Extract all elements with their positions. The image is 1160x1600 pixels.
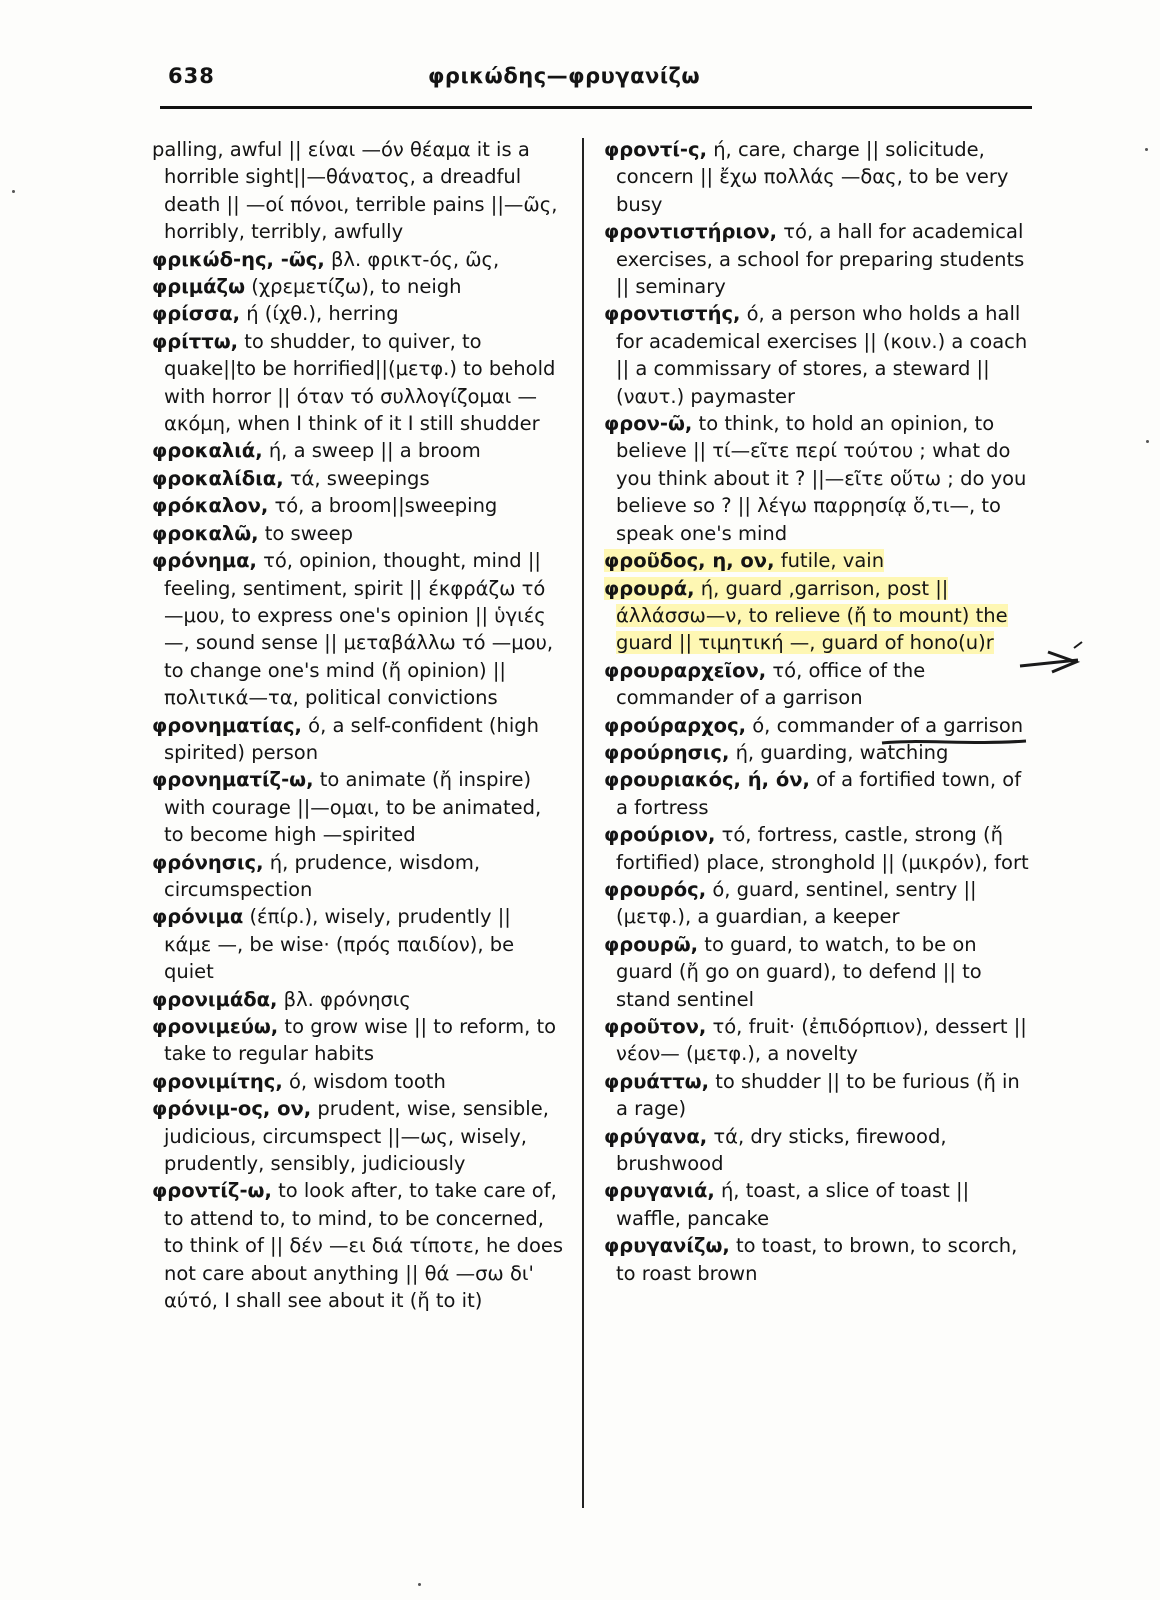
entry-definition: ή (ίχθ.), herring (246, 302, 399, 326)
dictionary-entry (604, 766, 1036, 821)
entry-definition: ή, toast, a slice of toast || waffle, pancake (616, 1179, 970, 1230)
entry-definition: to shudder || to be furious (ἤ in a rage) (616, 1069, 1020, 1121)
entry-headword: φρονιμάδα, (152, 987, 278, 1011)
entry-text (604, 220, 1024, 298)
entry-text (604, 1234, 1017, 1284)
dictionary-entry (604, 1177, 1036, 1232)
entry-definition: ή, guarding, watching (735, 740, 949, 764)
entry-headword: φρουρά, (604, 576, 695, 600)
dictionary-entry (152, 903, 564, 985)
dictionary-entry (152, 246, 564, 273)
entry-definition: (έπίρ.), wisely, prudently || κάμε —, be wise· (πρός παιδίον), be quiet (164, 905, 515, 984)
dictionary-entry (604, 876, 1036, 931)
entry-definition: ή, care, charge || solicitude, concern || ἔχω πολλάς —δας, to be very busy (616, 138, 1009, 216)
entry-headword: φρυγανίζω, (604, 1234, 730, 1258)
entry-headword: φροκαλῶ, (152, 521, 259, 545)
entry-headword: φροντί-ς, (604, 138, 707, 161)
entry-definition: ό, a person who holds a hall for academical exercises || (κοιν.) a coach || a commissary of stores, a steward || (ναυτ.) paymaster (616, 302, 1028, 408)
entry-headword: φρυάττω, (604, 1069, 710, 1093)
entry-definition: to guard, to watch, to be on guard (ἤ go on guard), to defend || to stand sentinel (616, 932, 982, 1011)
entry-definition: to sweep (264, 521, 354, 545)
entry-text (152, 494, 497, 517)
entry-definition: to toast, to brown, to scorch, to roast brown (616, 1234, 1018, 1285)
dictionary-entry (604, 1068, 1036, 1123)
entry-definition: to think, to hold an opinion, to believe || τί—εῖτε περί τούτου ; what do you think about it ? ||—εῖτε οὕτω ; do you believe so ? || λέγω παρρησίᾳ ὅ,τι—, to speak one's mind (616, 412, 1027, 545)
entry-text (152, 439, 481, 462)
entry-definition: to animate (ἤ inspire) with courage ||—ομαι, to be animated, to become high —spirited (164, 768, 542, 847)
dictionary-entry (604, 1232, 1036, 1287)
entry-text (152, 714, 539, 764)
dictionary-entry (152, 328, 564, 438)
entry-definition: ή, guard ,garrison, post || άλλάσσω—ν, to relieve (ἤ to mount) the guard || τιμητική —, guard of hono(u)r (616, 576, 1008, 655)
column-divider (582, 138, 584, 1508)
entry-definition: to grow wise || to reform, to take to regular habits (164, 1015, 557, 1066)
entry-text (152, 851, 480, 901)
entry-text (604, 1125, 947, 1175)
entry-headword: φροκαλίδια, (152, 466, 284, 490)
dictionary-entry (152, 492, 564, 519)
dictionary-entry (604, 931, 1036, 1013)
entry-definition: ό, guard, sentinel, sentry || (μετφ.), a guardian, a keeper (616, 877, 977, 929)
dictionary-entry (604, 547, 1036, 574)
entry-headword: φρίττω, (152, 329, 239, 353)
dictionary-entry (604, 575, 1036, 657)
entry-headword: φρόνιμα (152, 905, 244, 929)
entry-text (604, 823, 1029, 873)
header-rule (160, 106, 1032, 109)
entry-definition: ή, a sweep || a broom (268, 439, 481, 463)
dictionary-entry (604, 218, 1036, 300)
entry-definition: to look after, to take care of, to attend to, to mind, to be concerned, to think of || δέν —ει διά τίποτε, he does not care about anything || θά —σω δι' αύτό, I shall see about it (ἤ to it) (164, 1179, 564, 1313)
entry-definition: τό, fortress, castle, strong (ἤ fortified) place, stronghold || (μικρόν), fort (616, 823, 1029, 874)
entry-headword: φριμάζω (152, 275, 246, 299)
entry-headword: φροκαλιά, (152, 439, 263, 463)
entry-definition: τά, sweepings (289, 466, 430, 490)
entry-headword: φρονιμεύω, (152, 1015, 279, 1038)
dictionary-entry (152, 712, 564, 767)
dictionary-entry (604, 136, 1036, 218)
dictionary-entry (604, 657, 1036, 712)
entry-definition: ή, prudence, wisdom, circumspection (164, 850, 481, 901)
entry-definition: ό, wisdom tooth (288, 1069, 446, 1093)
dictionary-entry (152, 849, 564, 904)
entry-text (152, 768, 541, 846)
dictionary-entry (604, 1013, 1036, 1068)
entry-headword: φρουραρχεῖον, (604, 658, 767, 682)
entry-text (152, 1179, 563, 1312)
entry-headword: φροντίζ-ω, (152, 1179, 272, 1203)
entry-headword: φρύγανα, (604, 1124, 708, 1148)
entry-definition: τό, a broom||sweeping (274, 494, 498, 518)
entry-text (152, 138, 557, 243)
dictionary-entry (152, 437, 564, 464)
entry-definition: futile, vain (780, 549, 885, 573)
entry-headword: φροῦδος, η, ον, (604, 549, 775, 573)
entry-text (152, 1070, 446, 1093)
entry-text (152, 988, 411, 1011)
entry-text (152, 1015, 556, 1065)
entry-text (152, 905, 514, 983)
highlighted-entry-text (604, 577, 1008, 655)
entry-headword: φροντιστήριον, (604, 220, 778, 244)
entry-headword: φρούραρχος, (604, 713, 747, 737)
dictionary-entry (152, 300, 564, 327)
entry-text (604, 714, 1023, 737)
dictionary-entry (152, 465, 564, 492)
entry-headword: φρον-ῶ, (604, 412, 693, 436)
dictionary-entry (604, 300, 1036, 410)
entry-headword: φρικώδ-ης, -ῶς, (152, 247, 325, 271)
entry-definition: τό, a hall for academical exercises, a school for preparing students || seminary (616, 220, 1025, 299)
entry-definition: βλ. φρικτ-ός, ῶς, (330, 247, 500, 271)
entry-headword: φρονηματίζ-ω, (152, 768, 314, 792)
entry-headword: φρονηματίας, (152, 713, 302, 737)
pen-underline-mark-icon (880, 735, 1030, 749)
entry-text (604, 659, 925, 709)
dictionary-entry (604, 821, 1036, 876)
entry-text (152, 549, 553, 709)
entry-text (604, 1070, 1020, 1120)
dictionary-entry (152, 986, 564, 1013)
dictionary-entry (604, 410, 1036, 547)
page-number: 638 (168, 64, 215, 88)
entry-definition: palling, awful || είναι —όν θέαμα it is a horrible sight||—θάνατος, a dreadful death || —οί πόνοι, terrible pains ||—ῶς, horribly, terribly, awfully (152, 138, 558, 244)
dictionary-entry (152, 1013, 564, 1068)
right-column (604, 136, 1036, 1287)
entry-text (152, 1097, 549, 1175)
entry-text (152, 302, 399, 325)
entry-definition: ό, a self-confident (high spirited) person (164, 713, 540, 764)
entry-definition: βλ. φρόνησις (283, 987, 411, 1011)
paper-speck (1145, 148, 1148, 151)
highlighted-entry-text (604, 549, 884, 572)
entry-definition: (χρεμετίζω), to neigh (251, 275, 462, 299)
entry-text (604, 768, 1021, 818)
entry-text (152, 248, 499, 271)
entry-definition: τό, opinion, thought, mind || feeling, sentiment, spirit || έκφράζω τό —μου, to express one's opinion || ὑγιές—, sound sense || μεταβάλλω τό —μου, to change one's mind (ἤ opinion) || πολιτικά—τα, political convictions (164, 549, 554, 710)
entry-headword: φροντιστής, (604, 302, 741, 326)
dictionary-entry (152, 273, 564, 300)
entry-headword: φρόνημα, (152, 549, 257, 573)
entry-text (604, 933, 982, 1011)
entry-text (152, 467, 430, 490)
paper-speck (12, 190, 15, 193)
entry-text (152, 522, 353, 545)
entry-headword: φρόνησις, (152, 850, 264, 874)
entry-text (604, 138, 1008, 216)
entry-headword: φρόκαλον, (152, 494, 269, 518)
pen-arrow-mark-icon (1018, 640, 1108, 680)
entry-headword: φρούρησις, (604, 740, 730, 764)
dictionary-entry (152, 766, 564, 848)
entry-definition: τό, office of the commander of a garrison (616, 658, 926, 710)
entry-definition: τό, fruit· (ἐπιδόρπιον), dessert || νέον— (μετφ.), a novelty (616, 1015, 1027, 1066)
entry-headword: φροῦτον, (604, 1015, 707, 1038)
entry-text (604, 878, 977, 928)
entry-text (604, 302, 1027, 407)
entry-definition: ό, commander of a garrison (752, 713, 1024, 737)
running-head: φρικώδης—φρυγανίζω (428, 64, 701, 88)
entry-headword: φρούριον, (604, 823, 716, 847)
entry-headword: φρυγανιά, (604, 1179, 715, 1203)
page-header (168, 60, 1030, 98)
dictionary-entry (604, 1123, 1036, 1178)
entry-headword: φρουρῶ, (604, 932, 699, 956)
entry-headword: φρόνιμ-ος, ον, (152, 1097, 312, 1121)
entry-text (604, 1179, 969, 1229)
entry-definition: τά, dry sticks, firewood, brushwood (616, 1124, 947, 1176)
entry-headword: φρίσσα, (152, 302, 240, 326)
entry-text (152, 330, 555, 435)
dictionary-entry (152, 547, 564, 711)
left-column (152, 136, 564, 1314)
entry-text (604, 1015, 1027, 1065)
entry-text (152, 275, 462, 298)
paper-speck (418, 1583, 421, 1586)
dictionary-entry (152, 1095, 564, 1177)
entry-headword: φρουριακός, ή, όν, (604, 768, 810, 792)
dictionary-entry (152, 1068, 564, 1095)
dictionary-entry (152, 1177, 564, 1314)
entry-headword: φρονιμίτης, (152, 1069, 283, 1093)
dictionary-entry (152, 520, 564, 547)
entry-definition: prudent, wise, sensible, judicious, circumspect ||—ως, wisely, prudently, sensibly, judiciously (164, 1097, 549, 1176)
paper-speck (1146, 440, 1149, 443)
entry-definition: to shudder, to quiver, to quake||to be horrified||(μετφ.) to behold with horror || όταν τό συλλογίζομαι — ακόμη, when I think of it I still shudder (164, 329, 556, 436)
entry-headword: φρουρός, (604, 877, 707, 901)
dictionary-entry (152, 136, 564, 246)
entry-text (604, 412, 1026, 545)
entry-definition: of a fortified town, of a fortress (616, 768, 1022, 819)
